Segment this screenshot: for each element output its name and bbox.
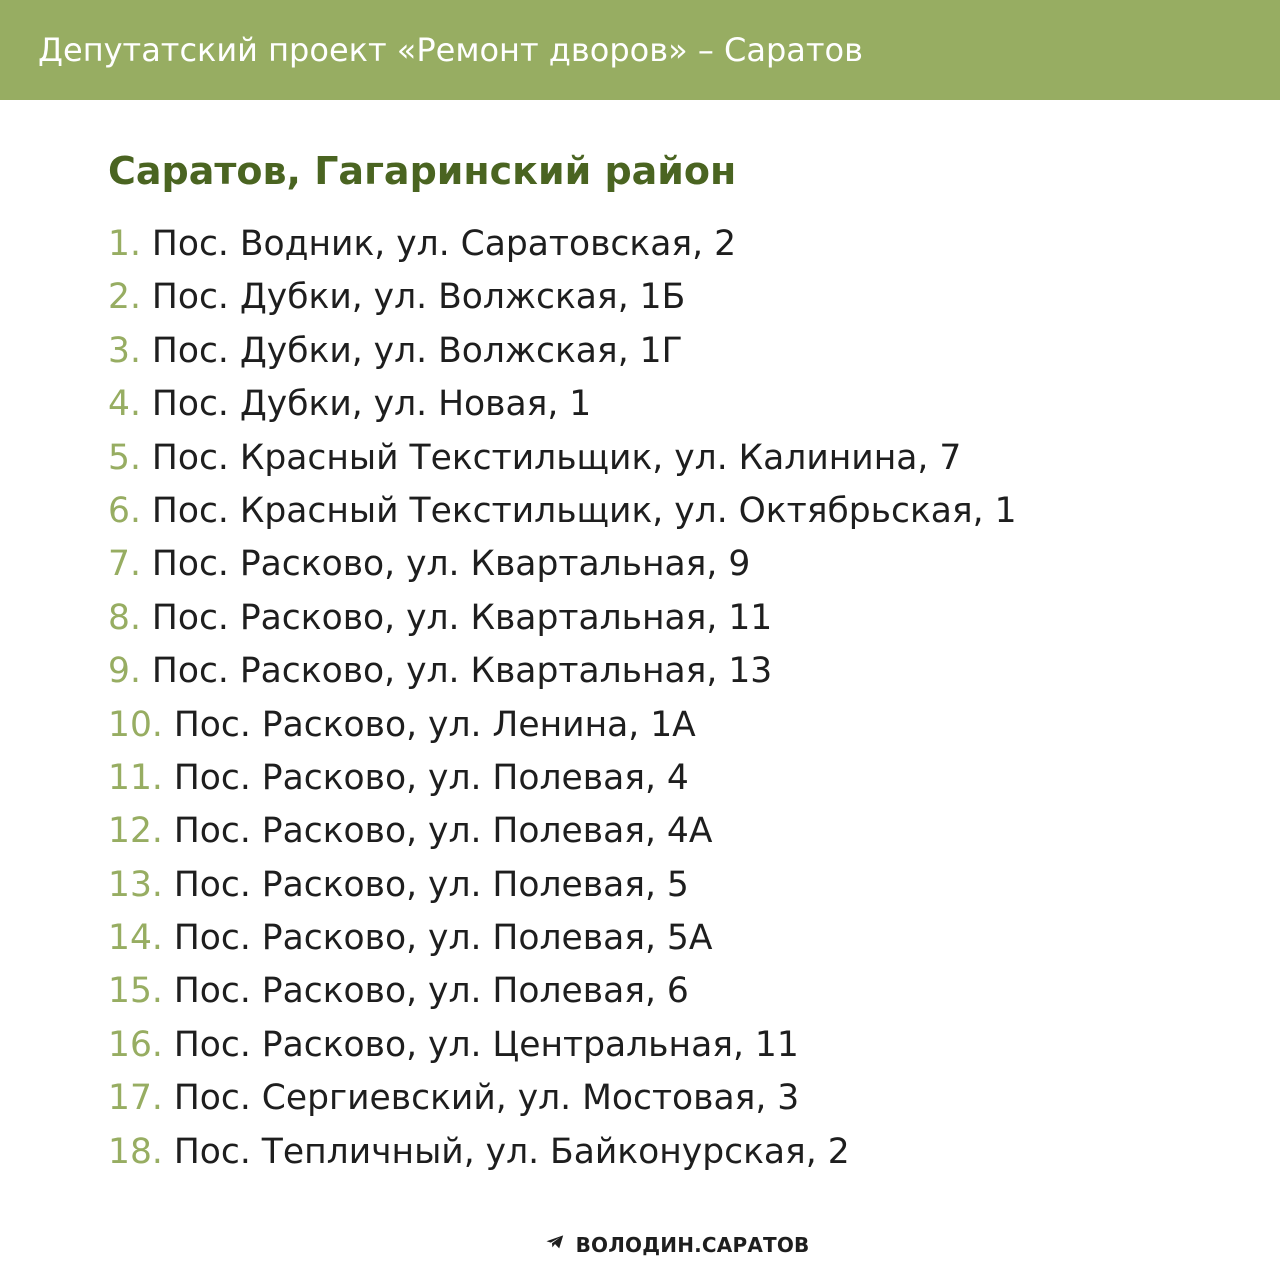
address-number: 7. (108, 544, 141, 585)
address-item (108, 1072, 1017, 1125)
address-item (108, 645, 1017, 698)
address-number: 15. (108, 971, 163, 1012)
address-item (108, 965, 1017, 1018)
district-heading: Саратов, Гагаринский район (108, 149, 737, 193)
address-text: Пос. Расково, ул. Ленина, 1А (173, 704, 696, 745)
address-text: Пос. Сергиевский, ул. Мостовая, 3 (173, 1078, 800, 1119)
address-number: 8. (108, 597, 141, 638)
address-text: Пос. Расково, ул. Квартальная, 13 (151, 651, 773, 692)
address-number: 10. (108, 704, 163, 745)
header-bar (0, 0, 1280, 100)
address-text: Пос. Дубки, ул. Волжская, 1Г (151, 330, 683, 371)
address-text: Пос. Расково, ул. Квартальная, 11 (151, 597, 773, 638)
address-text: Пос. Расково, ул. Полевая, 4А (173, 811, 713, 852)
address-number: 5. (108, 437, 141, 478)
brand-name: ВОЛОДИН.САРАТОВ (575, 1233, 810, 1257)
address-item (108, 432, 1017, 485)
address-item (108, 378, 1017, 431)
address-number: 1. (108, 224, 141, 264)
address-number: 18. (108, 1131, 163, 1172)
address-list (108, 218, 1017, 1179)
address-item (108, 859, 1017, 912)
address-number: 6. (108, 490, 141, 531)
address-item (108, 1019, 1017, 1072)
address-item (108, 218, 1017, 271)
address-item (108, 325, 1017, 378)
address-text: Пос. Дубки, ул. Новая, 1 (151, 384, 592, 425)
address-text: Пос. Дубки, ул. Волжская, 1Б (151, 277, 686, 318)
address-item (108, 752, 1017, 805)
address-number: 16. (108, 1024, 163, 1065)
address-text: Пос. Расково, ул. Полевая, 4 (173, 757, 689, 798)
brand-footer (0, 1233, 1280, 1257)
address-item (108, 699, 1017, 752)
telegram-arrow-icon (546, 1234, 564, 1253)
address-number: 2. (108, 277, 141, 318)
address-text: Пос. Водник, ул. Саратовская, 2 (151, 224, 737, 264)
address-text: Пос. Расково, ул. Полевая, 6 (173, 971, 689, 1012)
address-text: Пос. Расково, ул. Центральная, 11 (173, 1024, 799, 1065)
address-text: Пос. Красный Текстильщик, ул. Калинина, 7 (151, 437, 962, 478)
address-text: Пос. Расково, ул. Полевая, 5 (173, 864, 689, 905)
address-number: 9. (108, 651, 141, 692)
address-text: Пос. Расково, ул. Квартальная, 9 (151, 544, 751, 585)
address-number: 3. (108, 330, 141, 371)
address-number: 14. (108, 918, 163, 959)
address-number: 4. (108, 384, 141, 425)
address-item (108, 271, 1017, 324)
address-text: Пос. Красный Текстильщик, ул. Октябрьская, 1 (151, 490, 1017, 531)
address-number: 17. (108, 1078, 163, 1119)
address-number: 12. (108, 811, 163, 852)
address-text: Пос. Расково, ул. Полевая, 5А (173, 918, 713, 959)
address-item (108, 485, 1017, 538)
address-item (108, 912, 1017, 965)
address-item (108, 538, 1017, 591)
brand-link[interactable] (546, 1233, 809, 1257)
header-title: Депутатский проект «Ремонт дворов» – Саратов (38, 31, 863, 69)
address-number: 13. (108, 864, 163, 905)
address-item (108, 1126, 1017, 1179)
address-item (108, 805, 1017, 858)
address-item (108, 592, 1017, 645)
address-number: 11. (108, 757, 163, 798)
address-text: Пос. Тепличный, ул. Байконурская, 2 (173, 1131, 850, 1172)
